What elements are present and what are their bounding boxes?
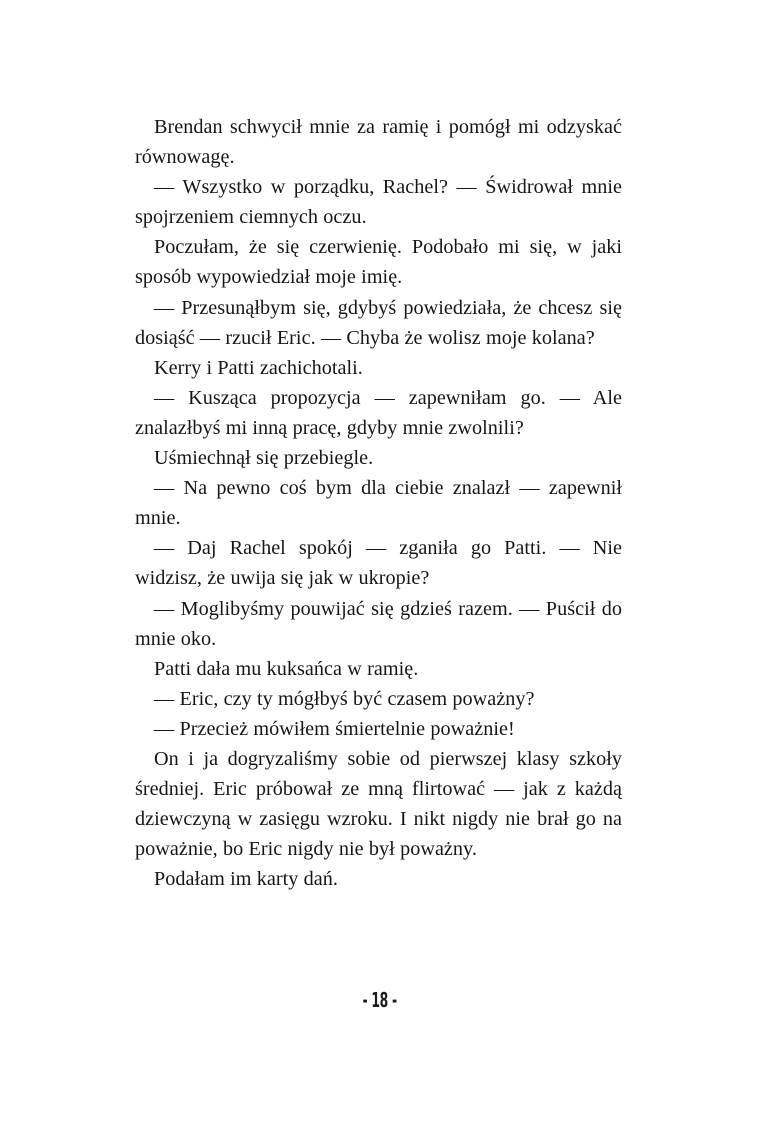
- paragraph: — Eric, czy ty mógłbyś być czasem poważny?: [154, 687, 535, 710]
- paragraph: — Wszystko w porządku, Rachel? — Świdrował mnie spojrzeniem ciemnych oczu.: [135, 176, 622, 229]
- page-footer: [0, 988, 760, 1012]
- page-body-text: [135, 112, 622, 894]
- paragraph: — Na pewno coś bym dla ciebie znalazł — zapewnił mnie.: [135, 477, 622, 530]
- paragraph: On i ja dogryzaliśmy sobie od pierwszej klasy szkoły średniej. Eric próbował ze mną flirtować — jak z każdą dziewczyną w zasięgu wzroku. I nikt nigdy nie brał go na poważnie, bo Eric nigdy nie był poważny.: [135, 747, 622, 861]
- paragraph: — Moglibyśmy pouwijać się gdzieś razem. — Puścił do mnie oko.: [135, 597, 622, 650]
- paragraph: Patti dała mu kuksańca w ramię.: [154, 657, 419, 680]
- paragraph: — Daj Rachel spokój — zganiła go Patti. — Nie widzisz, że uwija się jak w ukropie?: [135, 537, 622, 590]
- paragraph: — Kusząca propozycja — zapewniłam go. — Ale znalazłbyś mi inną pracę, gdyby mnie zwolnili?: [135, 386, 622, 439]
- paragraph: Kerry i Patti zachichotali.: [154, 356, 363, 379]
- paragraph: Podałam im karty dań.: [154, 868, 339, 891]
- paragraph: Brendan schwycił mnie za ramię i pomógł mi odzyskać równowagę.: [135, 116, 622, 169]
- paragraph: — Przecież mówiłem śmiertelnie poważnie!: [154, 717, 515, 740]
- paragraph: — Przesunąłbym się, gdybyś powiedziała, że chcesz się dosiąść — rzucił Eric. — Chyba że wolisz moje kolana?: [135, 296, 622, 349]
- page-number: - 18 -: [362, 988, 398, 1012]
- paragraph: Poczułam, że się czerwienię. Podobało mi się, w jaki sposób wypowiedział moje imię.: [135, 236, 622, 289]
- paragraph: Uśmiechnął się przebiegle.: [154, 447, 374, 470]
